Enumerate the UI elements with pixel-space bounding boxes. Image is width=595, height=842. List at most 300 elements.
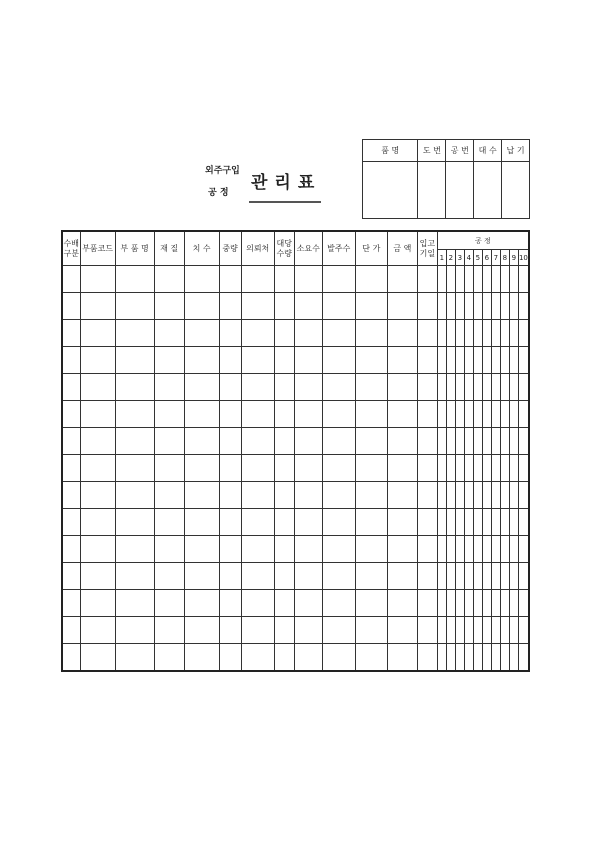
table-cell[interactable] [464,455,473,482]
table-cell[interactable] [322,617,355,644]
table-cell[interactable] [387,401,417,428]
table-cell[interactable] [219,482,241,509]
table-cell[interactable] [355,482,387,509]
table-cell[interactable] [491,320,500,347]
table-cell[interactable] [219,590,241,617]
table-cell[interactable] [387,293,417,320]
table-cell[interactable] [219,455,241,482]
table-cell[interactable] [274,401,294,428]
table-cell[interactable] [294,347,322,374]
table-cell[interactable] [184,293,219,320]
table-cell[interactable] [491,347,500,374]
table-cell[interactable] [500,644,509,672]
table-cell[interactable] [500,590,509,617]
table-cell[interactable] [241,428,274,455]
table-cell[interactable] [437,266,446,293]
table-cell[interactable] [274,374,294,401]
table-cell[interactable] [294,644,322,672]
table-cell[interactable] [437,644,446,672]
table-cell[interactable] [417,536,437,563]
table-cell[interactable] [62,401,80,428]
table-cell[interactable] [355,266,387,293]
table-cell[interactable] [80,401,115,428]
table-cell[interactable] [184,509,219,536]
table-cell[interactable] [387,482,417,509]
table-cell[interactable] [80,617,115,644]
table-cell[interactable] [387,617,417,644]
table-cell[interactable] [509,374,518,401]
table-cell[interactable] [417,455,437,482]
table-cell[interactable] [241,563,274,590]
table-cell[interactable] [437,590,446,617]
table-cell[interactable] [80,590,115,617]
table-cell[interactable] [219,347,241,374]
table-cell[interactable] [482,266,491,293]
info-cell-drawing-no[interactable] [418,162,446,219]
table-cell[interactable] [455,482,464,509]
table-cell[interactable] [509,617,518,644]
table-cell[interactable] [184,266,219,293]
table-cell[interactable] [518,455,529,482]
table-cell[interactable] [80,293,115,320]
table-cell[interactable] [464,266,473,293]
table-cell[interactable] [473,482,482,509]
table-cell[interactable] [241,374,274,401]
table-cell[interactable] [455,455,464,482]
table-cell[interactable] [184,563,219,590]
table-cell[interactable] [274,428,294,455]
table-cell[interactable] [491,644,500,672]
table-cell[interactable] [491,401,500,428]
table-cell[interactable] [322,482,355,509]
table-cell[interactable] [473,266,482,293]
table-cell[interactable] [446,590,455,617]
table-cell[interactable] [80,536,115,563]
table-cell[interactable] [115,401,154,428]
table-cell[interactable] [274,293,294,320]
table-cell[interactable] [464,401,473,428]
table-cell[interactable] [294,509,322,536]
table-cell[interactable] [62,563,80,590]
table-cell[interactable] [115,266,154,293]
table-cell[interactable] [387,644,417,672]
table-cell[interactable] [437,455,446,482]
table-cell[interactable] [154,374,184,401]
table-cell[interactable] [437,347,446,374]
table-cell[interactable] [241,482,274,509]
table-cell[interactable] [184,617,219,644]
table-cell[interactable] [294,455,322,482]
table-cell[interactable] [482,428,491,455]
table-cell[interactable] [322,401,355,428]
table-cell[interactable] [355,563,387,590]
table-cell[interactable] [62,644,80,672]
table-cell[interactable] [500,320,509,347]
table-cell[interactable] [518,428,529,455]
table-cell[interactable] [62,536,80,563]
table-cell[interactable] [62,347,80,374]
table-cell[interactable] [509,401,518,428]
table-cell[interactable] [509,482,518,509]
table-cell[interactable] [464,482,473,509]
table-cell[interactable] [274,320,294,347]
table-cell[interactable] [184,401,219,428]
table-cell[interactable] [509,536,518,563]
info-cell-name[interactable] [363,162,418,219]
table-cell[interactable] [417,617,437,644]
table-cell[interactable] [417,374,437,401]
table-cell[interactable] [437,617,446,644]
table-cell[interactable] [509,347,518,374]
table-cell[interactable] [387,266,417,293]
table-cell[interactable] [509,590,518,617]
table-cell[interactable] [115,563,154,590]
table-cell[interactable] [62,266,80,293]
table-cell[interactable] [387,590,417,617]
table-cell[interactable] [219,320,241,347]
table-cell[interactable] [464,347,473,374]
table-cell[interactable] [154,617,184,644]
table-cell[interactable] [509,266,518,293]
table-cell[interactable] [482,617,491,644]
table-cell[interactable] [62,482,80,509]
table-cell[interactable] [500,536,509,563]
table-cell[interactable] [219,266,241,293]
table-cell[interactable] [500,455,509,482]
table-cell[interactable] [446,401,455,428]
table-cell[interactable] [294,482,322,509]
table-cell[interactable] [62,320,80,347]
table-cell[interactable] [274,347,294,374]
table-cell[interactable] [464,374,473,401]
table-cell[interactable] [294,374,322,401]
table-cell[interactable] [274,644,294,672]
table-cell[interactable] [417,590,437,617]
table-cell[interactable] [274,266,294,293]
table-cell[interactable] [437,536,446,563]
table-cell[interactable] [518,590,529,617]
table-cell[interactable] [500,293,509,320]
table-cell[interactable] [464,590,473,617]
table-cell[interactable] [241,401,274,428]
table-cell[interactable] [294,293,322,320]
table-cell[interactable] [446,563,455,590]
table-cell[interactable] [294,428,322,455]
table-cell[interactable] [482,536,491,563]
table-cell[interactable] [482,644,491,672]
table-cell[interactable] [184,455,219,482]
table-cell[interactable] [500,509,509,536]
table-cell[interactable] [274,590,294,617]
table-cell[interactable] [241,644,274,672]
table-cell[interactable] [184,644,219,672]
table-cell[interactable] [473,509,482,536]
table-cell[interactable] [464,563,473,590]
table-cell[interactable] [115,590,154,617]
table-cell[interactable] [417,644,437,672]
table-cell[interactable] [446,293,455,320]
table-cell[interactable] [464,293,473,320]
table-cell[interactable] [500,401,509,428]
table-cell[interactable] [491,509,500,536]
table-cell[interactable] [518,563,529,590]
table-cell[interactable] [322,374,355,401]
table-cell[interactable] [482,509,491,536]
table-cell[interactable] [437,482,446,509]
table-cell[interactable] [473,455,482,482]
table-cell[interactable] [62,455,80,482]
table-cell[interactable] [322,590,355,617]
table-cell[interactable] [446,617,455,644]
table-cell[interactable] [294,536,322,563]
table-cell[interactable] [154,563,184,590]
table-cell[interactable] [473,428,482,455]
table-cell[interactable] [355,347,387,374]
table-cell[interactable] [241,347,274,374]
table-cell[interactable] [509,509,518,536]
table-cell[interactable] [355,401,387,428]
table-cell[interactable] [473,374,482,401]
table-cell[interactable] [294,590,322,617]
table-cell[interactable] [455,320,464,347]
table-cell[interactable] [80,347,115,374]
table-cell[interactable] [446,509,455,536]
table-cell[interactable] [62,374,80,401]
table-cell[interactable] [518,293,529,320]
table-cell[interactable] [464,509,473,536]
table-cell[interactable] [115,428,154,455]
table-cell[interactable] [322,563,355,590]
table-cell[interactable] [500,347,509,374]
table-cell[interactable] [455,617,464,644]
table-cell[interactable] [154,590,184,617]
table-cell[interactable] [491,266,500,293]
table-cell[interactable] [417,320,437,347]
table-cell[interactable] [115,455,154,482]
table-cell[interactable] [437,401,446,428]
table-cell[interactable] [464,428,473,455]
table-cell[interactable] [184,374,219,401]
table-cell[interactable] [437,563,446,590]
table-cell[interactable] [154,509,184,536]
table-cell[interactable] [322,536,355,563]
table-cell[interactable] [62,428,80,455]
table-cell[interactable] [500,482,509,509]
table-cell[interactable] [446,374,455,401]
table-cell[interactable] [446,644,455,672]
table-cell[interactable] [482,590,491,617]
table-cell[interactable] [491,590,500,617]
table-cell[interactable] [80,563,115,590]
table-cell[interactable] [446,347,455,374]
table-cell[interactable] [473,644,482,672]
table-cell[interactable] [154,401,184,428]
table-cell[interactable] [500,266,509,293]
table-cell[interactable] [80,455,115,482]
table-cell[interactable] [446,536,455,563]
table-cell[interactable] [455,428,464,455]
table-cell[interactable] [355,617,387,644]
table-cell[interactable] [473,536,482,563]
table-cell[interactable] [387,320,417,347]
table-cell[interactable] [464,536,473,563]
table-cell[interactable] [518,347,529,374]
table-cell[interactable] [518,617,529,644]
table-cell[interactable] [241,320,274,347]
table-cell[interactable] [115,536,154,563]
table-cell[interactable] [154,482,184,509]
table-cell[interactable] [355,374,387,401]
table-cell[interactable] [455,644,464,672]
table-cell[interactable] [417,347,437,374]
table-cell[interactable] [154,293,184,320]
table-cell[interactable] [455,293,464,320]
table-cell[interactable] [355,590,387,617]
table-cell[interactable] [355,293,387,320]
table-cell[interactable] [355,509,387,536]
table-cell[interactable] [491,293,500,320]
table-cell[interactable] [473,347,482,374]
table-cell[interactable] [241,455,274,482]
info-cell-job-no[interactable] [446,162,474,219]
table-cell[interactable] [518,482,529,509]
table-cell[interactable] [80,482,115,509]
table-cell[interactable] [417,293,437,320]
table-cell[interactable] [241,617,274,644]
table-cell[interactable] [294,617,322,644]
table-cell[interactable] [322,428,355,455]
table-cell[interactable] [455,563,464,590]
table-cell[interactable] [446,266,455,293]
table-cell[interactable] [355,428,387,455]
table-cell[interactable] [62,617,80,644]
table-cell[interactable] [437,374,446,401]
table-cell[interactable] [184,590,219,617]
table-cell[interactable] [473,617,482,644]
table-cell[interactable] [219,563,241,590]
table-cell[interactable] [115,293,154,320]
table-cell[interactable] [482,563,491,590]
table-cell[interactable] [500,374,509,401]
table-cell[interactable] [387,536,417,563]
table-cell[interactable] [455,509,464,536]
table-cell[interactable] [500,563,509,590]
table-cell[interactable] [455,266,464,293]
table-cell[interactable] [500,617,509,644]
table-cell[interactable] [322,509,355,536]
table-cell[interactable] [115,644,154,672]
table-cell[interactable] [473,590,482,617]
table-cell[interactable] [455,536,464,563]
table-cell[interactable] [464,644,473,672]
table-cell[interactable] [219,536,241,563]
table-cell[interactable] [241,590,274,617]
table-cell[interactable] [446,482,455,509]
table-cell[interactable] [509,428,518,455]
table-cell[interactable] [482,455,491,482]
table-cell[interactable] [387,509,417,536]
table-cell[interactable] [491,455,500,482]
table-cell[interactable] [80,374,115,401]
table-cell[interactable] [294,320,322,347]
table-cell[interactable] [184,320,219,347]
table-cell[interactable] [491,482,500,509]
table-cell[interactable] [115,617,154,644]
table-cell[interactable] [509,293,518,320]
table-cell[interactable] [355,536,387,563]
table-cell[interactable] [518,374,529,401]
table-cell[interactable] [62,293,80,320]
table-cell[interactable] [115,320,154,347]
table-cell[interactable] [294,401,322,428]
table-cell[interactable] [294,563,322,590]
table-cell[interactable] [446,428,455,455]
table-cell[interactable] [80,644,115,672]
table-cell[interactable] [80,266,115,293]
info-cell-due-date[interactable] [502,162,530,219]
table-cell[interactable] [437,428,446,455]
table-cell[interactable] [482,320,491,347]
table-cell[interactable] [184,347,219,374]
table-cell[interactable] [518,644,529,672]
table-cell[interactable] [322,455,355,482]
table-cell[interactable] [241,509,274,536]
table-cell[interactable] [417,428,437,455]
table-cell[interactable] [518,401,529,428]
table-cell[interactable] [473,320,482,347]
table-cell[interactable] [509,455,518,482]
table-cell[interactable] [219,509,241,536]
table-cell[interactable] [274,482,294,509]
table-cell[interactable] [274,536,294,563]
table-cell[interactable] [115,482,154,509]
table-cell[interactable] [518,266,529,293]
table-cell[interactable] [482,482,491,509]
table-cell[interactable] [154,347,184,374]
table-cell[interactable] [274,509,294,536]
table-cell[interactable] [219,617,241,644]
table-cell[interactable] [482,374,491,401]
table-cell[interactable] [387,347,417,374]
table-cell[interactable] [455,590,464,617]
table-cell[interactable] [184,482,219,509]
table-cell[interactable] [115,347,154,374]
table-cell[interactable] [154,536,184,563]
table-cell[interactable] [464,320,473,347]
table-cell[interactable] [322,347,355,374]
table-cell[interactable] [355,320,387,347]
table-cell[interactable] [417,563,437,590]
table-cell[interactable] [387,428,417,455]
table-cell[interactable] [387,374,417,401]
table-cell[interactable] [518,509,529,536]
table-cell[interactable] [491,428,500,455]
table-cell[interactable] [387,455,417,482]
table-cell[interactable] [417,266,437,293]
table-cell[interactable] [154,455,184,482]
table-cell[interactable] [241,536,274,563]
table-cell[interactable] [500,428,509,455]
table-cell[interactable] [518,320,529,347]
table-cell[interactable] [219,644,241,672]
table-cell[interactable] [355,455,387,482]
table-cell[interactable] [509,644,518,672]
table-cell[interactable] [455,374,464,401]
table-cell[interactable] [80,320,115,347]
table-cell[interactable] [482,347,491,374]
table-cell[interactable] [482,293,491,320]
table-cell[interactable] [184,536,219,563]
